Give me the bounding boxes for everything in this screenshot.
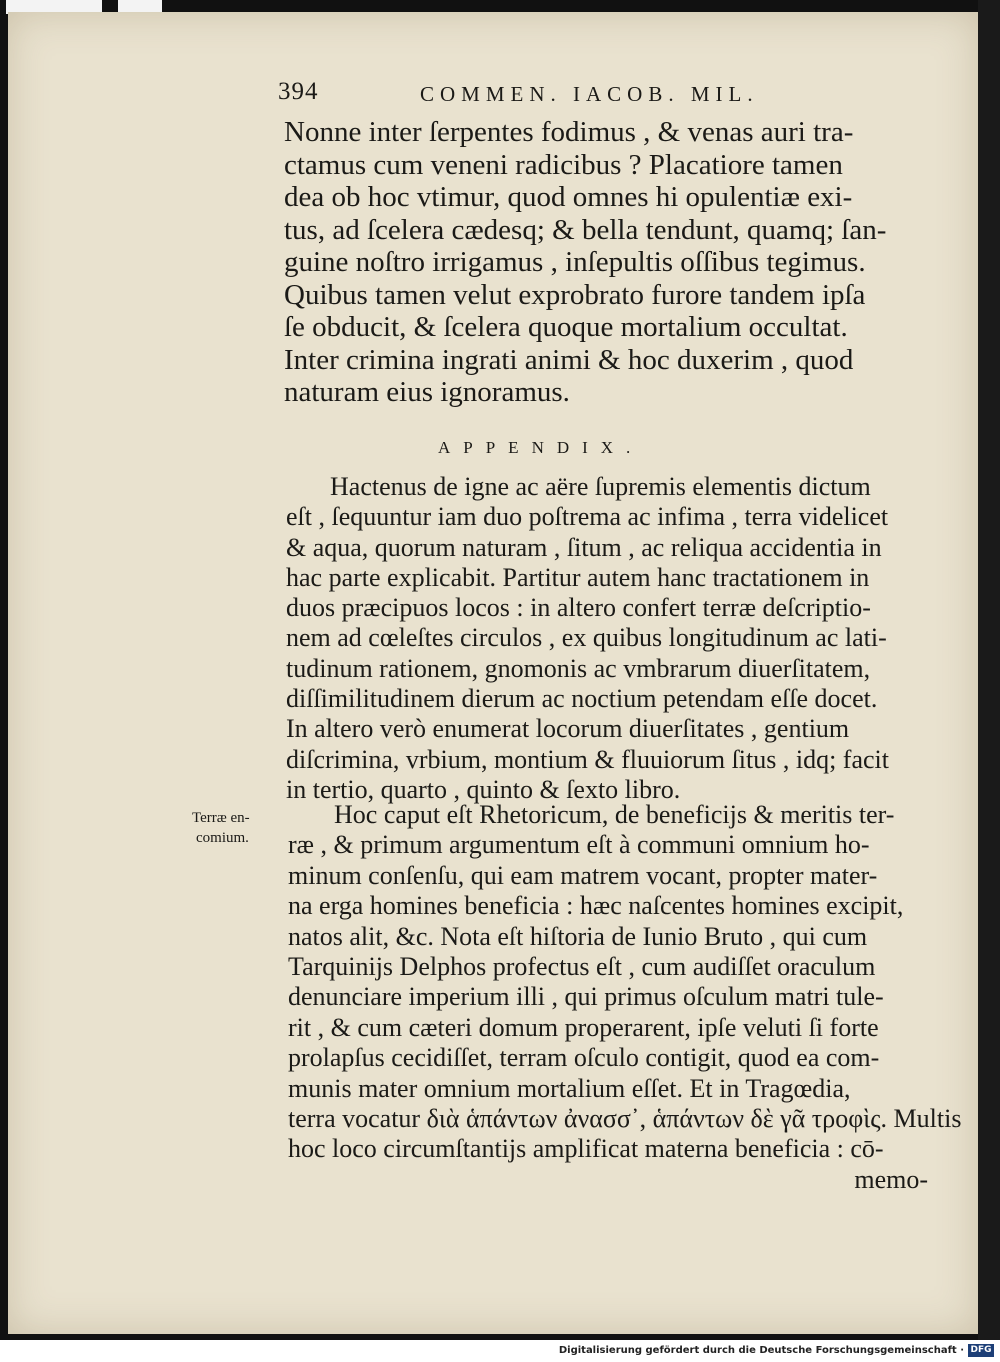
text-line: tus, ad ſcelera cædesq; & bella tendunt, quamq; ſan- [284, 213, 887, 246]
text-line: Quibus tamen velut exprobrato furore tandem ipſa [284, 278, 866, 311]
text-line: munis mater omnium mortalium eſſet. Et in Tragœdia, [288, 1073, 851, 1103]
appendix-paragraph [286, 472, 926, 805]
text-line: denunciare imperium illi , qui primus oſculum matri tule- [288, 982, 884, 1012]
dfg-logo: DFG [968, 1344, 994, 1357]
text-line: natos alit, &c. Nota eſt hiſtoria de Iunio Bruto , qui cum [288, 921, 868, 951]
running-head-title: COMMEN. IACOB. MIL. [420, 82, 759, 106]
paragraph-1 [284, 116, 924, 409]
text-line: & aqua, quorum naturam , ſitum , ac reliqua accidentia in [286, 532, 882, 562]
text-line: ſe obducit, & ſcelera quoque mortalium occultat. [284, 311, 848, 343]
text-line: hoc loco circumſtantijs amplificat materna beneficia : cō- [288, 1134, 884, 1164]
catchword: memo- [854, 1164, 928, 1194]
page-number: 394 [278, 78, 319, 105]
appendix-heading: APPENDIX. [438, 438, 644, 457]
book-edge [978, 0, 1000, 1340]
text-line: Hactenus de igne ac aëre ſupremis elementis dictum [330, 472, 871, 501]
text-line: in tertio, quarto , quinto & ſexto libro. [286, 774, 681, 804]
text-line: eſt , ſequuntur iam duo poſtrema ac infima , terra videlicet [286, 502, 889, 532]
paragraph-3 [288, 800, 962, 1195]
text-line: diſcrimina, vrbium, montium & fluuiorum ſitus , idq; facit [286, 744, 889, 774]
text-line: ctamus cum veneni radicibus ? Placatiore tamen [284, 148, 843, 181]
text-line: prolapſus cecidiſſet, terram oſculo contigit, quod ea com- [288, 1043, 880, 1073]
text-line: minum conſenſu, qui eam matrem vocant, propter mater- [288, 860, 878, 890]
text-line: rit , & cum cæteri domum properarent, ipſe veluti ſi forte [288, 1012, 879, 1042]
text-line: Nonne inter ſerpentes fodimus , & venas auri tra- [284, 116, 854, 148]
funding-credit: Digitalisierung gefördert durch die Deutsche Forschungsgemeinschaft · [558, 1345, 964, 1356]
footer-bar [0, 1340, 1000, 1362]
text-line: Hoc caput eſt Rhetoricum, de beneficijs & meritis ter- [334, 800, 895, 829]
text-line: dea ob hoc vtimur, quod omnes hi opulentiæ exi- [284, 181, 853, 213]
marginal-note [192, 808, 250, 848]
text-line: diſſimilitudinem dierum ac noctium petendam eſſe docet. [286, 684, 878, 714]
marginal-note-line: Terræ en- [192, 810, 250, 826]
text-line: Inter crimina ingrati animi & hoc duxerim , quod [284, 343, 854, 376]
text-line: terra vocatur διὰ ἁπάντων ἀνασσ᾽, ἁπάντων δὲ γᾶ τροφὶς. Multis [288, 1104, 962, 1134]
text-line: Tarquinijs Delphos profectus eſt , cum audiſſet oraculum [288, 952, 876, 982]
running-head [278, 78, 928, 114]
text-line: In altero verò enumerat locorum diuerſitates , gentium [286, 714, 850, 744]
text-line: nem ad cœleſtes circulos , ex quibus longitudinum ac lati- [286, 623, 887, 653]
text-line: duos præcipuos locos : in altero confert terræ deſcriptio- [286, 593, 871, 623]
text-line: ræ , & primum argumentum eſt à communi omnium ho- [288, 830, 870, 860]
text-line: hac parte explicabit. Partitur autem hanc tractationem in [286, 562, 870, 592]
text-line: guine noſtro irrigamus , inſepultis oſſibus tegimus. [284, 246, 866, 278]
text-line: naturam eius ignoramus. [284, 376, 570, 408]
text-line: tudinum rationem, gnomonis ac vmbrarum diuerſitatem, [286, 653, 871, 683]
text-line: na erga homines beneficia : hæc naſcentes homines excipit, [288, 891, 904, 921]
marginal-note-line: comium. [196, 830, 249, 846]
